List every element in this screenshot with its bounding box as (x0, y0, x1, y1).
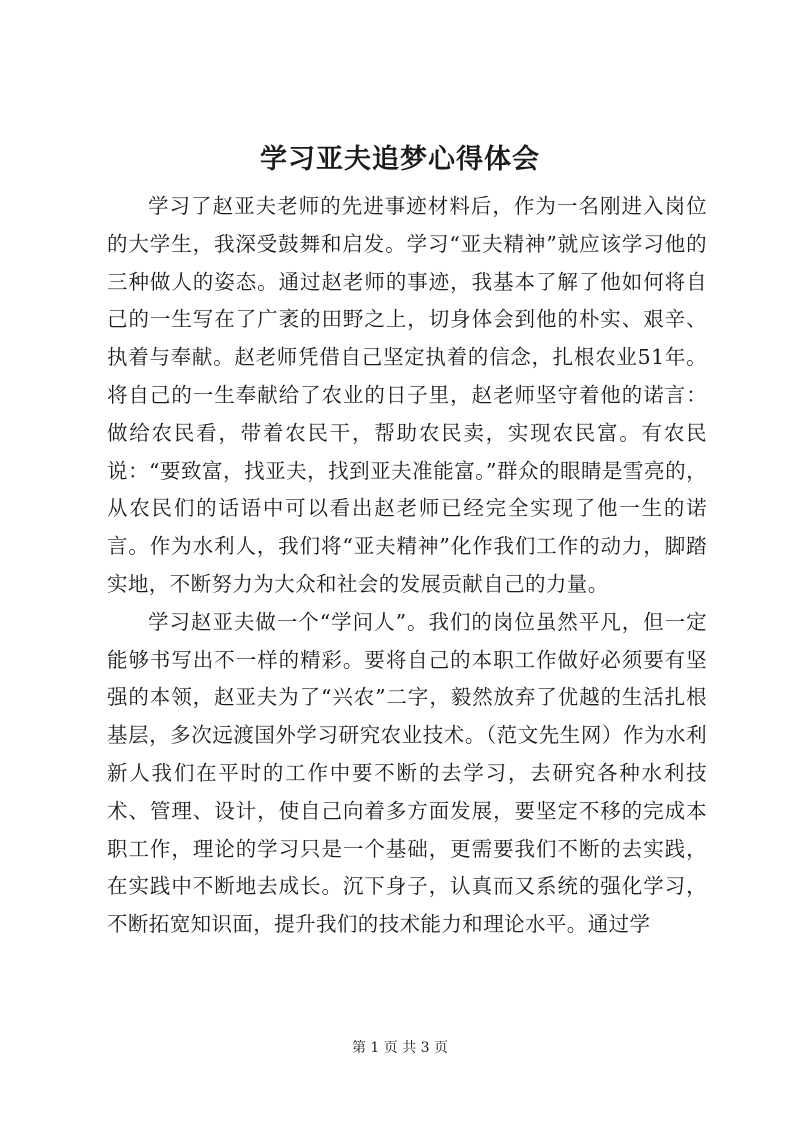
document-title: 学习亚夫追梦心得体会 (260, 144, 540, 175)
paragraph-1: 学习了赵亚夫老师的先进事迹材料后，作为一名刚进入岗位的大学生，我深受鼓舞和启发。学习“亚夫精神”就应该学习他的三种做人的姿态。通过赵老师的事迹，我基本了解了他如何将自己的一生写在了广袤的田野之上，切身体会到他的朴实、艰辛、执着与奉献。赵老师凭借自己坚定执着的信念，扎根农业51年。将自己的一生奉献给了农业的日子里，赵老师坚守着他的诺言：做给农民看，带着农民干，帮助农民卖，实现农民富。有农民说：“要致富，找亚夫，找到亚夫准能富。”群众的眼睛是雪亮的，从农民们的话语中可以看出赵老师已经完全实现了他一生的诺言。作为水利人，我们将“亚夫精神”化作我们工作的动力，脚踏实地，不断努力为大众和社会的发展贡献自己的力量。 (107, 194, 707, 596)
paragraph-2: 学习赵亚夫做一个“学问人”。我们的岗位虽然平凡，但一定能够书写出不一样的精彩。要将自己的本职工作做好必须要有坚强的本领，赵亚夫为了“兴农”二字，毅然放弃了优越的生活扎根基层，多次远渡国外学习研究农业技术。（范文先生网）作为水利新人我们在平时的工作中要不断的去学习，去研究各种水利技术、管理、设计，使自己向着多方面发展，要坚定不移的完成本职工作，理论的学习只是一个基础，更需要我们不断的去实践，在实践中不断地去成长。沉下身子，认真而又系统的强化学习，不断拓宽知识面，提升我们的技术能力和理论水平。通过学 (107, 609, 707, 937)
page-number-footer: 第 1 页 共 3 页 (351, 1040, 449, 1056)
document-body (107, 188, 707, 944)
